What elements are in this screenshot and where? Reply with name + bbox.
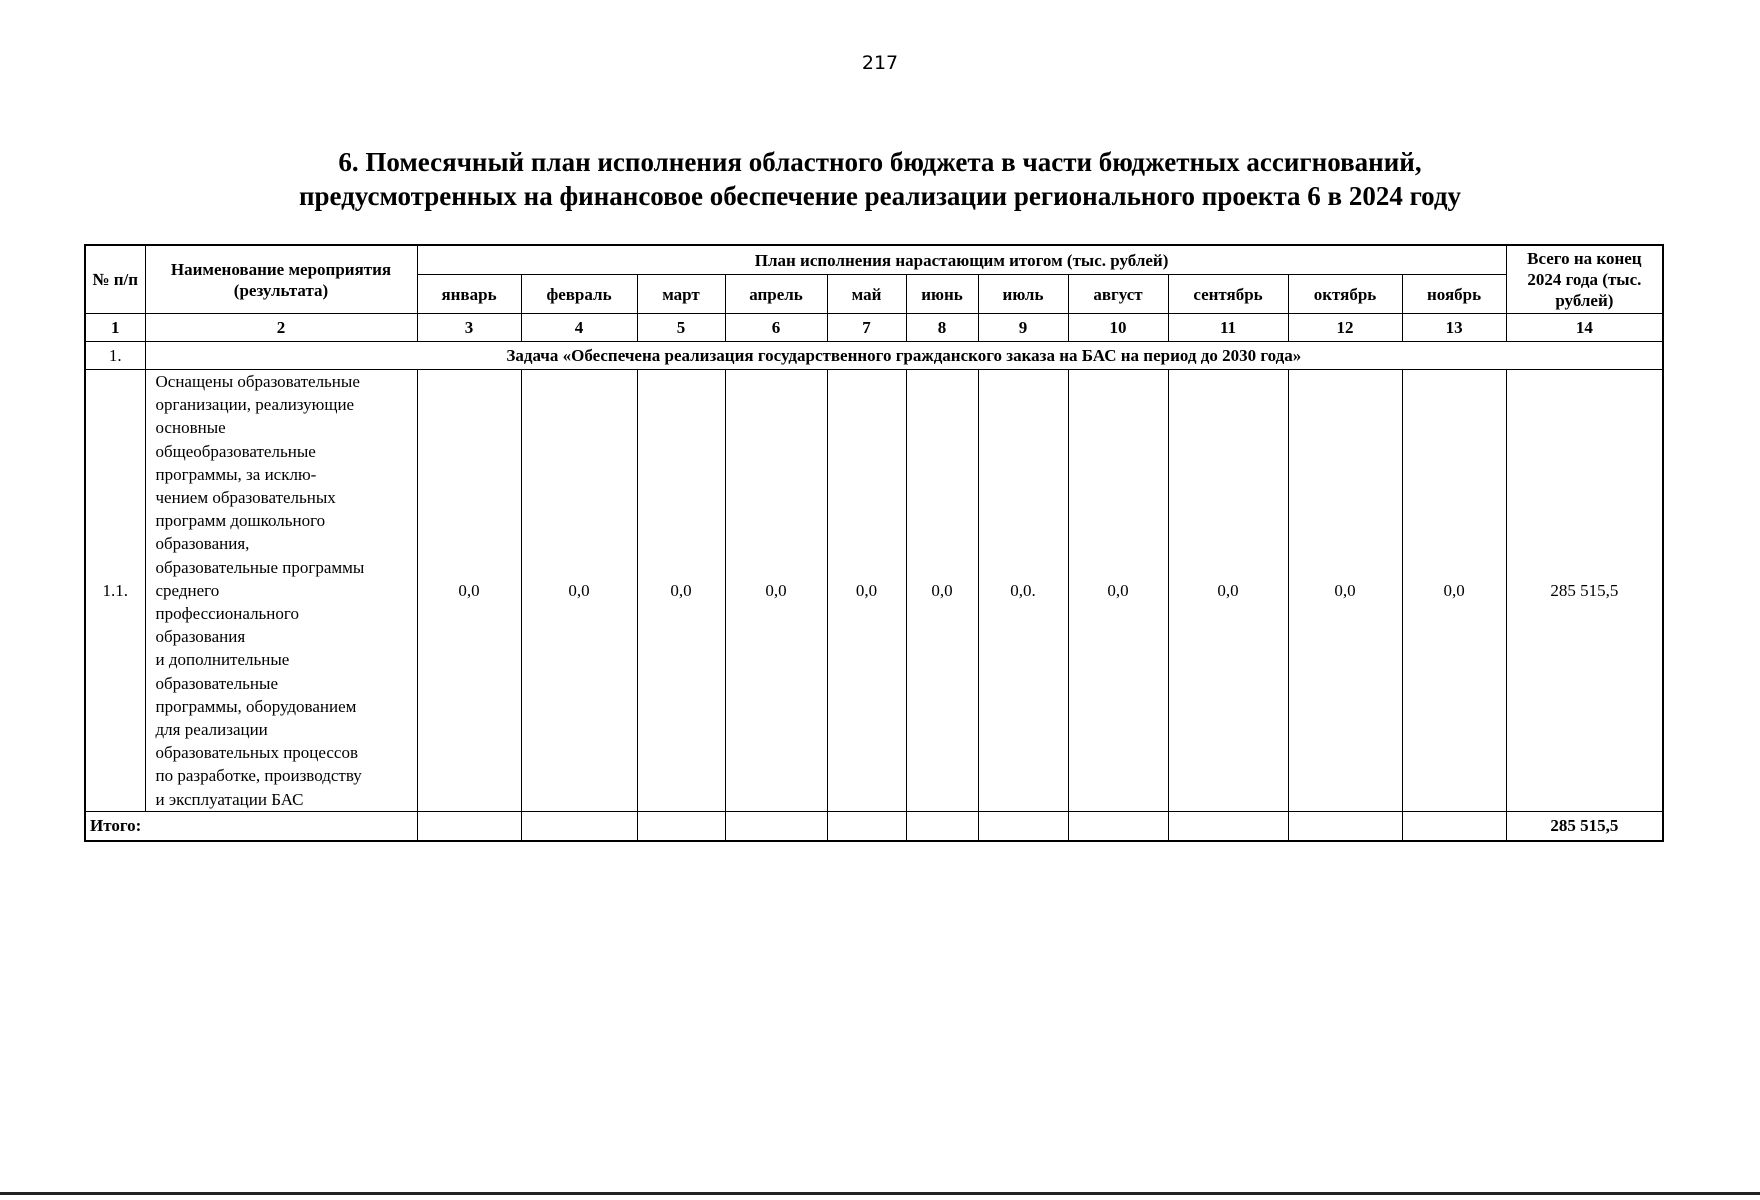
item-month-value: 0,0: [906, 370, 978, 812]
total-month-empty: [521, 811, 637, 841]
header-month: сентябрь: [1168, 275, 1288, 314]
column-number: 6: [725, 314, 827, 342]
item-month-value: 0,0: [827, 370, 906, 812]
header-num: № п/п: [85, 245, 145, 314]
budget-plan-table: [84, 244, 1664, 842]
item-month-value: 0,0: [637, 370, 725, 812]
grand-total: 285 515,5: [1506, 811, 1663, 841]
item-month-value: 0,0: [1288, 370, 1402, 812]
column-numbers-row: [85, 314, 1663, 342]
item-month-value: 0,0: [725, 370, 827, 812]
total-month-empty: [1288, 811, 1402, 841]
item-month-value: 0,0: [417, 370, 521, 812]
header-month: июнь: [906, 275, 978, 314]
item-month-value: 0,0.: [978, 370, 1068, 812]
item-name-line: для реализации: [155, 720, 268, 740]
header-month: ноябрь: [1402, 275, 1506, 314]
item-name-line: организации, реализующие: [155, 395, 355, 415]
item-name-line: и эксплуатации БАС: [155, 789, 304, 809]
total-month-empty: [1068, 811, 1168, 841]
header-plan-group: План исполнения нарастающим итогом (тыс. рублей): [417, 245, 1506, 275]
item-name-line: по разработке, производству: [155, 766, 362, 786]
header-month: май: [827, 275, 906, 314]
header-month: август: [1068, 275, 1168, 314]
header-month: январь: [417, 275, 521, 314]
title-line-1: 6. Помесячный план исполнения областного бюджета в части бюджетных ассигнований,: [338, 147, 1422, 177]
item-name-line: программы, оборудованием: [155, 696, 357, 716]
item-name-line: основные: [155, 418, 226, 438]
header-total: Всего на конец 2024 года (тыс. рублей): [1506, 245, 1663, 314]
header-month: март: [637, 275, 725, 314]
total-month-empty: [906, 811, 978, 841]
item-total: 285 515,5: [1506, 370, 1663, 812]
item-name: [145, 370, 417, 812]
column-number: 7: [827, 314, 906, 342]
column-number: 3: [417, 314, 521, 342]
page-number: 217: [861, 52, 899, 74]
total-month-empty: [1402, 811, 1506, 841]
header-row-1: [85, 245, 1663, 275]
item-name-line: образовательные: [155, 673, 278, 693]
column-number: 12: [1288, 314, 1402, 342]
column-number: 5: [637, 314, 725, 342]
item-row: [85, 370, 1663, 812]
item-month-value: 0,0: [1168, 370, 1288, 812]
scan-edge-line: [0, 1192, 1760, 1195]
item-num: 1.1.: [85, 370, 145, 812]
item-month-value: 0,0: [1068, 370, 1168, 812]
total-label: Итого:: [85, 811, 417, 841]
item-name-line: программ дошкольного: [155, 511, 326, 531]
total-month-empty: [827, 811, 906, 841]
title-line-2: предусмотренных на финансовое обеспечение реализации регионального проекта 6 в 2024 году: [298, 181, 1462, 211]
header-month: апрель: [725, 275, 827, 314]
header-month: октябрь: [1288, 275, 1402, 314]
document-title: [0, 145, 1760, 213]
column-number: 1: [85, 314, 145, 342]
column-number: 2: [145, 314, 417, 342]
item-month-value: 0,0: [521, 370, 637, 812]
column-number: 8: [906, 314, 978, 342]
column-number: 11: [1168, 314, 1288, 342]
header-month: февраль: [521, 275, 637, 314]
total-month-empty: [725, 811, 827, 841]
item-name-line: профессионального: [155, 604, 299, 624]
item-name-line: общеобразовательные: [155, 441, 316, 461]
item-name-line: образования,: [155, 534, 250, 554]
column-number: 13: [1402, 314, 1506, 342]
column-number: 4: [521, 314, 637, 342]
item-name-line: программы, за исклю-: [155, 464, 317, 484]
column-number: 9: [978, 314, 1068, 342]
header-name: Наименование мероприятия (результата): [145, 245, 417, 314]
item-month-value: 0,0: [1402, 370, 1506, 812]
column-number: 10: [1068, 314, 1168, 342]
item-name-line: образовательных процессов: [155, 743, 358, 763]
item-name-line: среднего: [155, 580, 220, 600]
item-name-line: Оснащены образовательные: [155, 372, 360, 391]
total-month-empty: [637, 811, 725, 841]
column-number: 14: [1506, 314, 1663, 342]
item-name-line: чением образовательных: [155, 488, 336, 508]
task-row: [85, 342, 1663, 370]
item-name-line: образовательные программы: [155, 557, 365, 577]
header-month: июль: [978, 275, 1068, 314]
task-title: Задача «Обеспечена реализация государственного гражданского заказа на БАС на период до 2030 года»: [145, 342, 1663, 370]
item-name-line: образования: [155, 627, 246, 647]
total-month-empty: [417, 811, 521, 841]
item-name-line: и дополнительные: [155, 650, 290, 670]
task-num: 1.: [85, 342, 145, 370]
total-month-empty: [978, 811, 1068, 841]
total-row: [85, 811, 1663, 841]
total-month-empty: [1168, 811, 1288, 841]
